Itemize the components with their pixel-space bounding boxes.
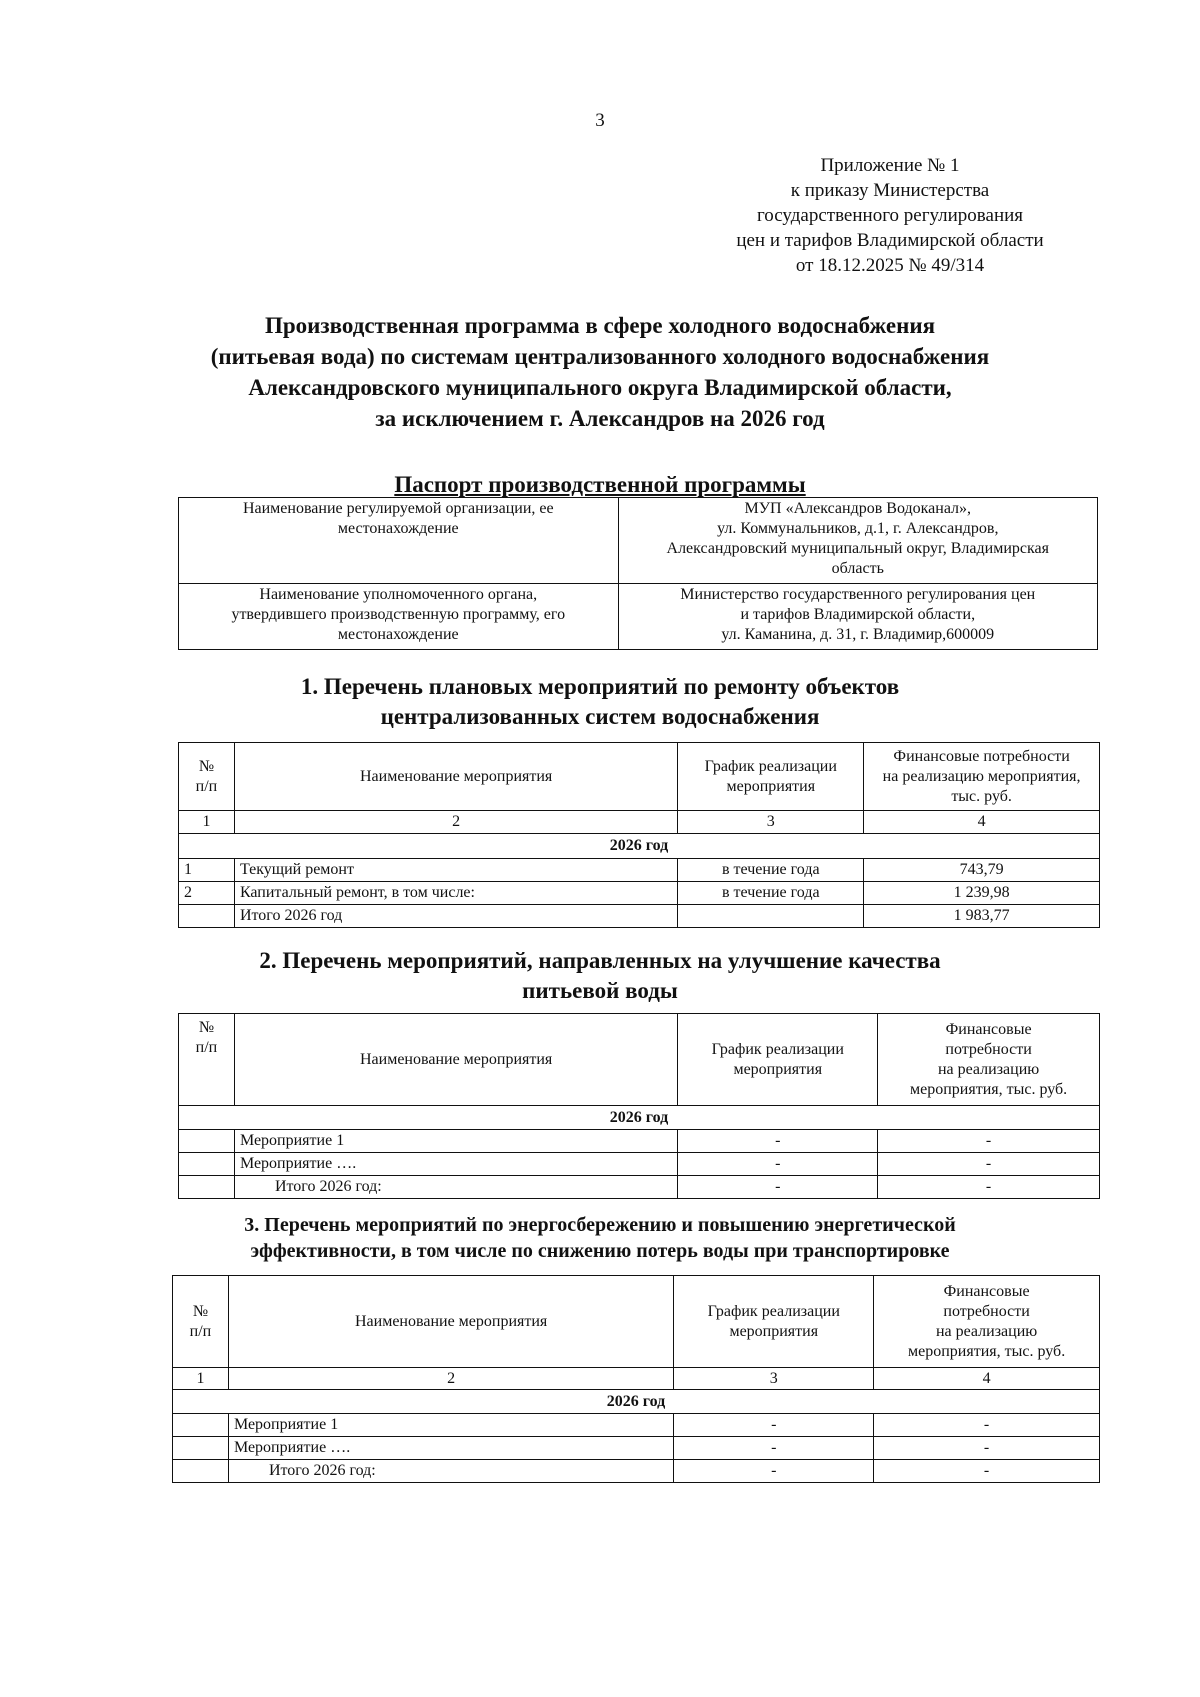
energy-efficiency-table (172, 1275, 1100, 1483)
column-number: 3 (674, 1368, 874, 1390)
cell-line: местонахождение (337, 520, 459, 537)
row-name: Мероприятие 1 (234, 1130, 677, 1153)
year-row (179, 1106, 1100, 1130)
header-finance (878, 1014, 1100, 1106)
title-line: Александровского муниципального округа Владимирской области, (248, 375, 952, 400)
passport-label (179, 584, 619, 650)
row-schedule (678, 905, 864, 928)
row-num: 2 (179, 882, 235, 905)
section1-title (120, 672, 1080, 732)
repair-activities-table (178, 742, 1100, 928)
cell-line: Александровский муниципальный округ, Владимирская (666, 540, 1049, 557)
row-schedule: - (674, 1414, 874, 1437)
title-line: за исключением г. Александров на 2026 год (375, 406, 825, 431)
cell-line: № (198, 1019, 215, 1036)
cell-line: МУП «Александров Водоканал», (744, 500, 972, 517)
cell-line: № (198, 757, 215, 775)
row-name: Итого 2026 год: (234, 1176, 677, 1199)
appendix-line: цен и тарифов Владимирской области (736, 230, 1044, 251)
row-name: Итого 2026 год: (228, 1460, 673, 1483)
total-row (179, 1176, 1100, 1199)
cell-line: Наименование уполномоченного органа, (259, 586, 538, 603)
year-label: 2026 год (179, 834, 1100, 859)
row-value: 1 983,77 (864, 905, 1100, 928)
cell-line: Финансовые (943, 1282, 1030, 1300)
appendix-line: от 18.12.2025 № 49/314 (795, 255, 985, 276)
year-label: 2026 год (173, 1390, 1100, 1414)
title-line: 2. Перечень мероприятий, направленных на улучшение качества (259, 948, 941, 973)
section3-title (120, 1212, 1080, 1264)
title-line: 3. Перечень мероприятий по энергосбережению и повышению энергетической (244, 1214, 956, 1236)
cell-line: на реализацию (937, 1060, 1040, 1078)
passport-table (178, 497, 1098, 650)
cell-line: мероприятия (733, 1060, 823, 1078)
appendix-line: к приказу Министерства (790, 180, 990, 201)
header-finance (864, 743, 1100, 811)
cell-line: мероприятия (726, 777, 816, 795)
cell-line: мероприятия (729, 1322, 819, 1340)
row-value: - (878, 1153, 1100, 1176)
cell-line: ул. Каманина, д. 31, г. Владимир,600009 (721, 626, 995, 643)
cell-line: Наименование регулируемой организации, ее (242, 500, 554, 517)
cell-line: потребности (945, 1040, 1032, 1058)
title-line: централизованных систем водоснабжения (380, 704, 820, 729)
header-num (173, 1276, 229, 1368)
cell-line: область (831, 560, 884, 577)
row-schedule: в течение года (678, 859, 864, 882)
row-value: - (878, 1130, 1100, 1153)
row-num (173, 1437, 229, 1460)
cell-line: местонахождение (337, 626, 459, 643)
table-header-row (179, 743, 1100, 811)
cell-line: Финансовые потребности (893, 747, 1070, 765)
cell-line: и тарифов Владимирской области, (740, 606, 976, 623)
cell-line: на реализацию мероприятия, (882, 767, 1081, 785)
header-num (179, 743, 235, 811)
row-name: Итого 2026 год (234, 905, 677, 928)
table-row (173, 1437, 1100, 1460)
total-row (173, 1460, 1100, 1483)
title-line: 1. Перечень плановых мероприятий по ремонту объектов (300, 674, 900, 699)
table-header-row (173, 1276, 1100, 1368)
table-row (179, 859, 1100, 882)
table-row (179, 1153, 1100, 1176)
cell-line: п/п (195, 777, 218, 795)
cell-line: на реализацию (935, 1322, 1038, 1340)
row-num (179, 1176, 235, 1199)
water-quality-table (178, 1013, 1100, 1199)
column-number: 2 (228, 1368, 673, 1390)
cell-line: тыс. руб. (951, 787, 1012, 805)
row-schedule: - (674, 1437, 874, 1460)
column-number: 1 (173, 1368, 229, 1390)
appendix-header (680, 153, 1100, 278)
row-value: 1 239,98 (864, 882, 1100, 905)
cell-line: мероприятия, тыс. руб. (908, 1342, 1066, 1360)
row-name: Мероприятие 1 (228, 1414, 673, 1437)
title-line: питьевой воды (522, 978, 678, 1003)
title-line: (питьевая вода) по системам централизованного холодного водоснабжения (210, 344, 990, 369)
row-schedule: - (674, 1460, 874, 1483)
total-row (179, 905, 1100, 928)
column-number: 4 (874, 1368, 1100, 1390)
page-number: 3 (595, 110, 605, 131)
row-schedule: - (678, 1176, 878, 1199)
section2-title (120, 946, 1080, 1006)
row-value: - (874, 1414, 1100, 1437)
title-line: эффективности, в том числе по снижению потерь воды при транспортировке (250, 1240, 950, 1262)
header-num (179, 1014, 235, 1106)
row-num: 1 (179, 859, 235, 882)
column-number: 4 (864, 811, 1100, 834)
header-name: Наименование мероприятия (234, 743, 677, 811)
row-name: Текущий ремонт (234, 859, 677, 882)
row-schedule: в течение года (678, 882, 864, 905)
year-row (179, 834, 1100, 859)
row-schedule: - (678, 1130, 878, 1153)
cell-line: № (192, 1302, 209, 1320)
passport-value (618, 584, 1097, 650)
row-name: Мероприятие …. (234, 1153, 677, 1176)
appendix-line: государственного регулирования (756, 205, 1024, 226)
row-value: - (878, 1176, 1100, 1199)
row-num (179, 1153, 235, 1176)
passport-label (179, 498, 619, 584)
header-schedule (678, 1014, 878, 1106)
row-schedule: - (678, 1153, 878, 1176)
cell-line: мероприятия, тыс. руб. (909, 1080, 1068, 1098)
passport-value (618, 498, 1097, 584)
cell-line: Министерство государственного регулирования цен (680, 586, 1036, 603)
year-label: 2026 год (179, 1106, 1100, 1130)
table-row (179, 584, 1098, 650)
row-num (179, 1130, 235, 1153)
year-row (173, 1390, 1100, 1414)
cell-line: ул. Коммунальников, д.1, г. Александров, (717, 520, 999, 537)
table-row (173, 1414, 1100, 1437)
cell-line: п/п (195, 1039, 218, 1056)
cell-line: График реализации (704, 757, 837, 775)
column-number: 2 (234, 811, 677, 834)
cell-line: потребности (943, 1302, 1030, 1320)
row-num (173, 1414, 229, 1437)
cell-line: утвердившего производственную программу, его (231, 606, 566, 623)
row-value: - (874, 1460, 1100, 1483)
row-num (179, 905, 235, 928)
cell-line: График реализации (707, 1302, 840, 1320)
passport-title: Паспорт производственной программы (394, 472, 806, 497)
column-number-row (179, 811, 1100, 834)
cell-line: п/п (189, 1322, 212, 1340)
row-value: 743,79 (864, 859, 1100, 882)
cell-line: Финансовые (945, 1020, 1032, 1038)
header-name: Наименование мероприятия (228, 1276, 673, 1368)
row-name: Капитальный ремонт, в том числе: (234, 882, 677, 905)
header-finance (874, 1276, 1100, 1368)
table-row (179, 1130, 1100, 1153)
appendix-line: Приложение № 1 (820, 155, 960, 176)
table-row (179, 882, 1100, 905)
column-number: 1 (179, 811, 235, 834)
row-value: - (874, 1437, 1100, 1460)
table-header-row (179, 1014, 1100, 1106)
table-row (179, 498, 1098, 584)
row-name: Мероприятие …. (228, 1437, 673, 1460)
cell-line: График реализации (711, 1040, 844, 1058)
column-number: 3 (678, 811, 864, 834)
header-schedule (678, 743, 864, 811)
document-title (120, 310, 1080, 434)
title-line: Производственная программа в сфере холодного водоснабжения (264, 313, 936, 338)
column-number-row (173, 1368, 1100, 1390)
header-schedule (674, 1276, 874, 1368)
row-num (173, 1460, 229, 1483)
header-name: Наименование мероприятия (234, 1014, 677, 1106)
